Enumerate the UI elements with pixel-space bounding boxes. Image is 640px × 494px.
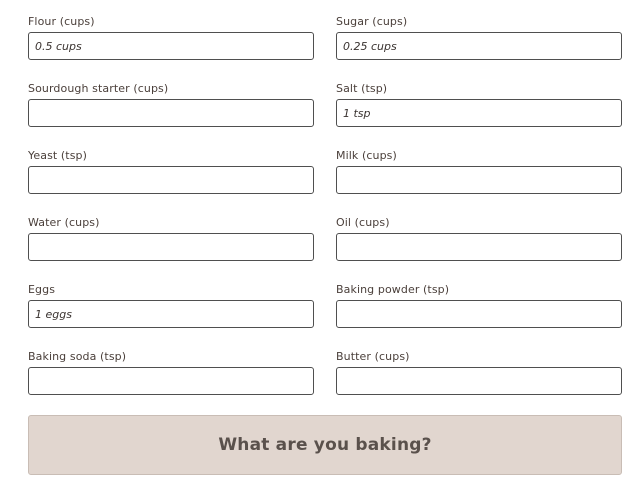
flour-input[interactable]	[28, 32, 314, 60]
oil-label: Oil (cups)	[336, 216, 390, 229]
baking-powder-field	[336, 283, 622, 350]
eggs-label: Eggs	[28, 283, 56, 296]
milk-input[interactable]	[336, 166, 622, 194]
baking-powder-label: Baking powder (tsp)	[336, 283, 450, 296]
yeast-field	[28, 149, 314, 216]
yeast-label: Yeast (tsp)	[28, 149, 88, 162]
butter-input[interactable]	[336, 367, 622, 395]
salt-field	[336, 82, 622, 149]
submit-button[interactable]: What are you baking?	[28, 415, 622, 475]
water-label: Water (cups)	[28, 216, 100, 229]
eggs-input[interactable]	[28, 300, 314, 328]
sourdough-starter-input[interactable]	[28, 99, 314, 127]
baking-soda-input[interactable]	[28, 367, 314, 395]
milk-field	[336, 149, 622, 216]
sugar-field	[336, 15, 622, 82]
ingredients-form	[28, 15, 622, 417]
baking-powder-input[interactable]	[336, 300, 622, 328]
eggs-field	[28, 283, 314, 350]
sugar-input[interactable]	[336, 32, 622, 60]
oil-input[interactable]	[336, 233, 622, 261]
baking-soda-label: Baking soda (tsp)	[28, 350, 127, 363]
salt-input[interactable]	[336, 99, 622, 127]
yeast-input[interactable]	[28, 166, 314, 194]
baking-soda-field	[28, 350, 314, 417]
sourdough-starter-field	[28, 82, 314, 149]
salt-label: Salt (tsp)	[336, 82, 388, 95]
oil-field	[336, 216, 622, 283]
sourdough-starter-label: Sourdough starter (cups)	[28, 82, 169, 95]
water-field	[28, 216, 314, 283]
milk-label: Milk (cups)	[336, 149, 397, 162]
butter-label: Butter (cups)	[336, 350, 410, 363]
water-input[interactable]	[28, 233, 314, 261]
sugar-label: Sugar (cups)	[336, 15, 408, 28]
flour-label: Flour (cups)	[28, 15, 95, 28]
flour-field	[28, 15, 314, 82]
butter-field	[336, 350, 622, 417]
